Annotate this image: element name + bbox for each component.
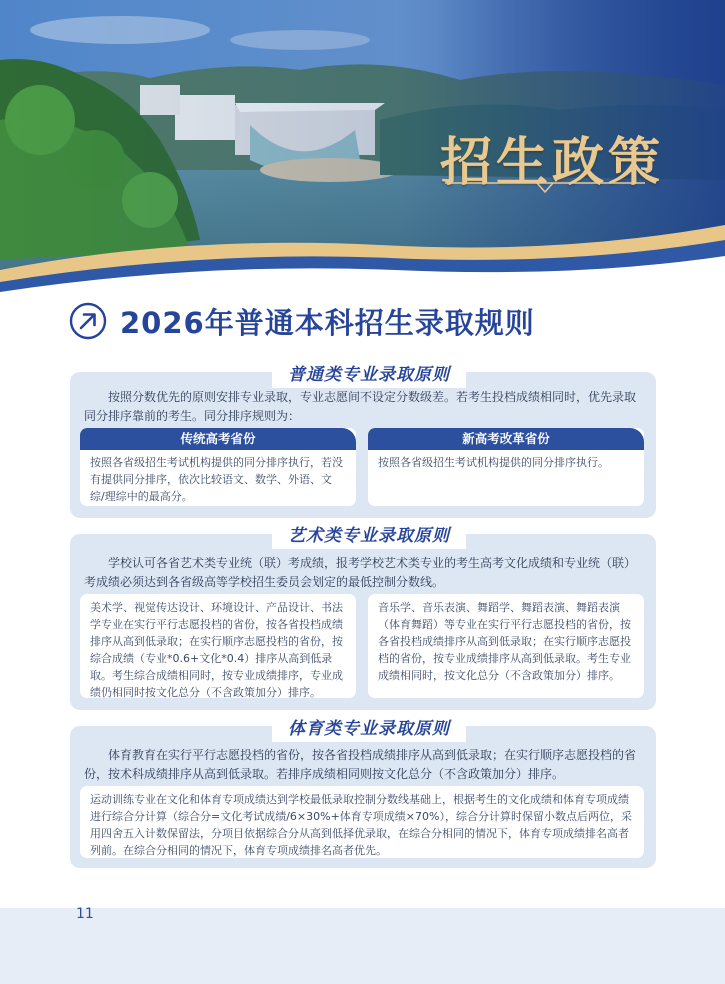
sports-training-text: 运动训练专业在文化和体育专项成绩达到学校最低录取控制分数线基础上，根据考生的文化成绩和体育专项成绩进行综合分计算（综合分=文化考试成绩/6×30%+体育专项成绩×70%），综合分计算时保留小数点后两位，采用四舍五入计数保留法，分项目依据综合分从高到低择优录取，在综合分相同的情况下，体育专项成绩排名高者列前。在综合分相同的情况下，体育专项成绩排名高者优先。 (90, 793, 632, 857)
reform-provinces-title: 新高考改革省份 (368, 428, 644, 450)
hero-banner (0, 0, 725, 320)
arts-fine-arts-card (80, 594, 356, 698)
traditional-provinces-card (80, 428, 356, 506)
sports-intro-text: 体育教育在实行平行志愿投档的省份，按各省投档成绩排序从高到低录取；在实行顺序志愿投档的省份，按术科成绩排序从高到低录取。若排序成绩相同则按文化总分（不含政策加分）排序。 (84, 748, 637, 781)
reform-provinces-card (368, 428, 644, 506)
arts-admission-panel (70, 534, 656, 710)
reform-provinces-text: 按照各省级招生考试机构提供的同分排序执行。 (378, 456, 609, 469)
hero-title: 招生政策 (440, 133, 665, 193)
title-underline-decoration (445, 180, 645, 194)
page-title: 2026年普通本科招生录取规则 (120, 306, 535, 340)
arts-intro-text: 学校认可各省艺术类专业统（联）考成绩，报考学校艺术类专业的考生高考文化成绩和专业统（联）考成绩必须达到各省级高等学校招生委员会划定的最低控制分数线。 (84, 556, 637, 589)
sports-section-label: 体育类专业录取原则 (272, 716, 466, 742)
section-heading (68, 297, 668, 347)
arts-music-dance-card (368, 594, 644, 698)
general-admission-panel (70, 372, 656, 518)
arts-music-dance-text: 音乐学、音乐表演、舞蹈学、舞蹈表演、舞蹈表演（体育舞蹈）等专业在实行平行志愿投档的省份，按各省投档成绩排序从高到低录取；在实行顺序志愿投档的省份，按专业成绩排序从高到低录取。考生专业成绩相同时，按文化总分（不含政策加分）排序。 (378, 601, 631, 682)
arts-section-label: 艺术类专业录取原则 (272, 523, 466, 549)
traditional-provinces-text: 按照各省级招生考试机构提供的同分排序执行，若没有提供同分排序，依次比较语文、数学、外语、文综/理综中的最高分。 (90, 456, 343, 503)
arts-fine-arts-text: 美术学、视觉传达设计、环境设计、产品设计、书法学专业在实行平行志愿投档的省份，按各省投档成绩排序从高到低录取；在实行顺序志愿投档的省份，按综合成绩（专业*0.6+文化*0.4）排序从高到低录取。考生综合成绩相同时，按专业成绩排序，专业成绩仍相同时按文化总分（不含政策加分）排序。 (90, 601, 343, 698)
arrow-up-right-circle-icon (68, 301, 108, 341)
sports-training-card (80, 786, 644, 858)
general-intro-text: 按照分数优先的原则安排专业录取，专业志愿间不设定分数级差。若考生投档成绩相同时，优先录取同分排序靠前的考生。同分排序规则为： (84, 390, 637, 423)
page-number: 11 (76, 906, 94, 922)
sports-admission-panel (70, 726, 656, 868)
general-section-label: 普通类专业录取原则 (272, 362, 466, 388)
traditional-provinces-title: 传统高考省份 (80, 428, 356, 450)
footer-bar (0, 908, 725, 984)
